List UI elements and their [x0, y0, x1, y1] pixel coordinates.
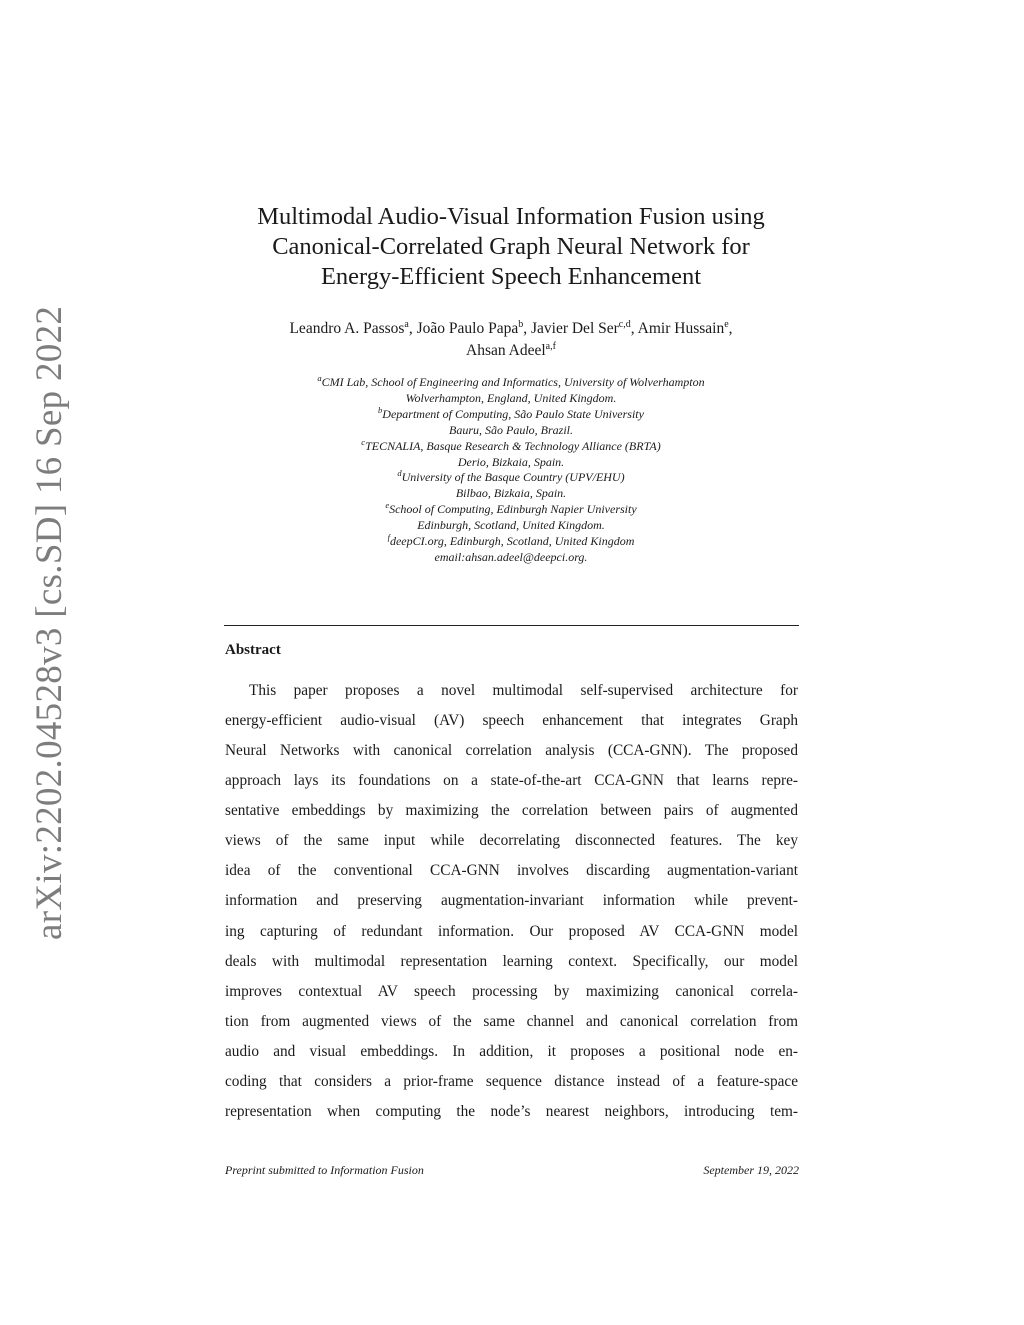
abstract-line: coding that considers a prior-frame sequence distance instead of a feature-space	[225, 1072, 798, 1090]
title-line: Canonical-Correlated Graph Neural Network for	[272, 233, 750, 260]
abstract-line: views of the same input while decorrelating disconnected features. The key	[225, 832, 798, 850]
author-affil-mark: e	[724, 318, 729, 330]
abstract-line: information and preserving augmentation-invariant information while prevent-	[225, 892, 798, 910]
arxiv-identifier: arXiv:2202.04528v3 [cs.SD] 16 Sep 2022	[29, 305, 70, 940]
author-affil-mark: a	[404, 318, 409, 330]
affiliation-line: $^f$deepCI.org, Edinburgh, Scotland, United Kingdom	[387, 532, 635, 549]
affiliation-line: Bilbao, Bizkaia, Spain.	[455, 486, 567, 501]
author-affil-mark: c,d	[618, 318, 631, 330]
abstract-line: This paper proposes a novel multimodal self-supervised architecture for	[249, 682, 798, 699]
author-name: Amir Hussain	[637, 320, 725, 337]
author-affil-mark: a,f	[545, 340, 556, 352]
abstract-line: improves contextual AV speech processing by maximizing canonical correla-	[225, 982, 798, 1000]
author-list	[230, 318, 792, 362]
abstract-line: sentative embeddings by maximizing the correlation between pairs of augmented	[225, 802, 798, 820]
abstract-divider	[224, 625, 799, 626]
abstract-line: tion from augmented views of the same channel and canonical correlation from	[225, 1012, 798, 1030]
affiliation-line: Edinburgh, Scotland, United Kingdom.	[417, 518, 605, 533]
abstract-body	[225, 676, 798, 1127]
affiliation-line: Bauru, São Paulo, Brazil.	[448, 422, 573, 437]
abstract-heading: Abstract	[225, 642, 281, 658]
abstract-line: idea of the conventional CCA-GNN involves discarding augmentation-variant	[225, 862, 798, 880]
abstract-line: approach lays its foundations on a state-of-the-art CCA-GNN that learns repre-	[225, 772, 798, 790]
author-affil-mark: b	[518, 318, 524, 330]
affiliation-line: $^d$University of the Basque Country (UPV/EHU)	[397, 468, 625, 485]
affiliation-line: $^e$School of Computing, Edinburgh Napier University	[385, 500, 637, 517]
affiliation-list	[230, 375, 792, 566]
affiliation-line: Derio, Bizkaia, Spain.	[457, 454, 565, 469]
author-line: Leandro A. Passos$^a$, João Paulo Papa$^b$, Javier Del Ser$^{c,d}$, Amir Hussain$^e$,	[289, 318, 733, 337]
author-name: Ahsan Adeel	[466, 342, 546, 359]
title-line: Energy-Efficient Speech Enhancement	[320, 263, 702, 290]
abstract-line: representation when computing the node’s nearest neighbors, introducing tem-	[225, 1102, 798, 1120]
abstract-line: audio and visual embeddings. In addition, it proposes a positional node en-	[225, 1042, 798, 1060]
abstract-line: deals with multimodal representation learning context. Specifically, our model	[225, 952, 798, 970]
author-name: Leandro A. Passos	[289, 320, 405, 337]
author-name: João Paulo Papa	[416, 320, 519, 337]
affiliation-line: $^c$TECNALIA, Basque Research & Technology Alliance (BRTA)	[361, 436, 661, 453]
footer-date: September 19, 2022	[703, 1163, 799, 1177]
paper-title	[230, 202, 792, 292]
footer-preprint-note: Preprint submitted to Information Fusion	[225, 1163, 424, 1177]
affiliation-line: $^a$CMI Lab, School of Engineering and Informatics, University of Wolverhampton	[317, 373, 705, 389]
author-name: Javier Del Ser	[530, 320, 619, 337]
title-line: Multimodal Audio-Visual Information Fusion using	[257, 203, 765, 230]
affiliation-email: email:ahsan.adeel@deepci.org.	[434, 549, 588, 564]
affiliation-line: $^b$Department of Computing, São Paulo State University	[378, 404, 644, 421]
affiliation-line: Wolverhampton, England, United Kingdom.	[405, 390, 617, 405]
abstract-line: Neural Networks with canonical correlation analysis (CCA-GNN). The proposed	[225, 742, 798, 760]
author-line	[230, 340, 792, 362]
abstract-line: energy-efficient audio-visual (AV) speech enhancement that integrates Graph	[225, 712, 798, 730]
abstract-line: ing capturing of redundant information. Our proposed AV CCA-GNN model	[225, 922, 798, 940]
